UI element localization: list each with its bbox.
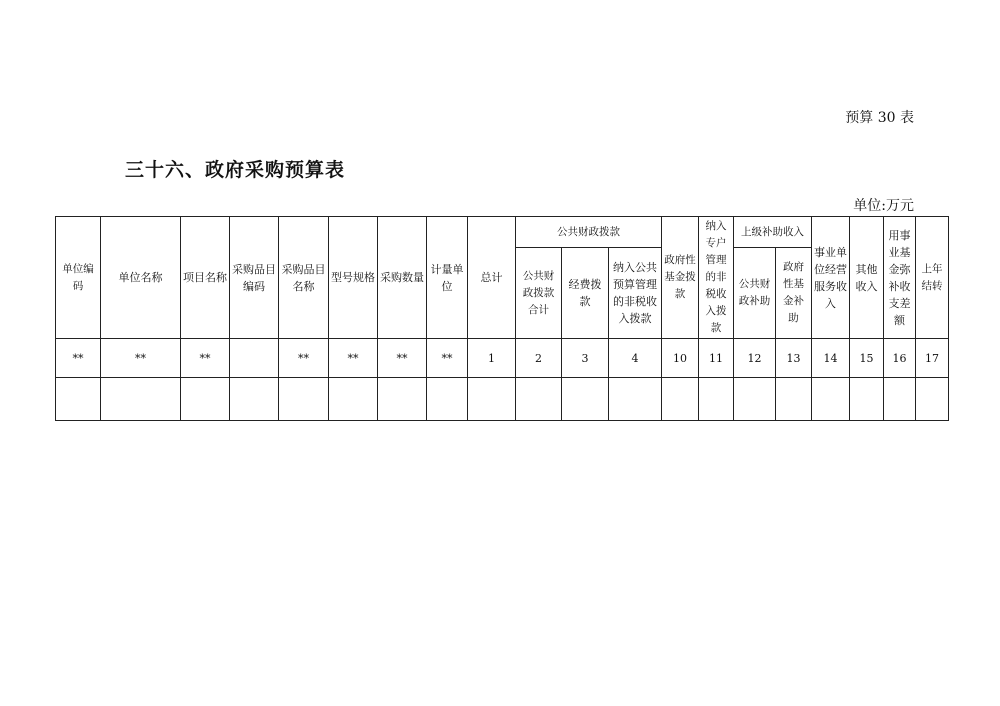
empty-cell <box>516 378 562 421</box>
empty-cell <box>562 378 609 421</box>
empty-cell <box>56 378 101 421</box>
header-total: 总计 <box>468 217 516 339</box>
empty-cell <box>181 378 230 421</box>
empty-cell <box>734 378 776 421</box>
data-cell: 12 <box>734 339 776 378</box>
empty-cell <box>609 378 662 421</box>
empty-cell <box>329 378 378 421</box>
header-carryover: 上年结转 <box>916 217 949 339</box>
data-cell: 11 <box>699 339 734 378</box>
header-other-income: 其他收入 <box>850 217 884 339</box>
header-measure-unit: 计量单位 <box>427 217 468 339</box>
empty-cell <box>468 378 516 421</box>
procurement-budget-table <box>55 216 949 421</box>
table-row <box>56 378 949 421</box>
header-unit-code: 单位编码 <box>56 217 101 339</box>
header-public-finance-group: 公共财政拨款 <box>516 217 662 248</box>
data-cell: ** <box>101 339 181 378</box>
unit-label: 单位:万元 <box>853 198 914 214</box>
header-public-finance-subsidy: 公共财政补助 <box>734 248 776 339</box>
data-cell: ** <box>378 339 427 378</box>
header-nontax-special: 纳入专户管理的非税收入拨款 <box>699 217 734 339</box>
data-cell: ** <box>279 339 329 378</box>
empty-cell <box>101 378 181 421</box>
header-row-1 <box>56 217 949 248</box>
header-nontax-in-budget: 纳入公共预算管理的非税收入拨款 <box>609 248 662 339</box>
data-cell <box>230 339 279 378</box>
empty-cell <box>916 378 949 421</box>
data-cell: ** <box>329 339 378 378</box>
header-gov-fund: 政府性基金拨款 <box>662 217 699 339</box>
empty-cell <box>812 378 850 421</box>
table-row <box>56 339 949 378</box>
header-public-finance-subtotal: 公共财政拨款合计 <box>516 248 562 339</box>
empty-cell <box>279 378 329 421</box>
data-cell: 3 <box>562 339 609 378</box>
header-gov-fund-subsidy: 政府性基金补助 <box>776 248 812 339</box>
empty-cell <box>427 378 468 421</box>
header-fund-offset: 用事业基金弥补收支差额 <box>884 217 916 339</box>
data-cell: 1 <box>468 339 516 378</box>
header-item-name: 采购品目名称 <box>279 217 329 339</box>
data-cell: 16 <box>884 339 916 378</box>
data-cell: 2 <box>516 339 562 378</box>
empty-cell <box>230 378 279 421</box>
header-quantity: 采购数量 <box>378 217 427 339</box>
data-cell: ** <box>427 339 468 378</box>
table-number: 预算 30 表 <box>845 110 914 126</box>
data-cell: 17 <box>916 339 949 378</box>
header-unit-name: 单位名称 <box>101 217 181 339</box>
data-cell: 14 <box>812 339 850 378</box>
header-superior-subsidy-group: 上级补助收入 <box>734 217 812 248</box>
empty-cell <box>662 378 699 421</box>
data-cell: ** <box>56 339 101 378</box>
empty-cell <box>699 378 734 421</box>
data-cell: 10 <box>662 339 699 378</box>
empty-cell <box>378 378 427 421</box>
header-business-income: 事业单位经营服务收入 <box>812 217 850 339</box>
header-spec: 型号规格 <box>329 217 378 339</box>
header-funding: 经费拨款 <box>562 248 609 339</box>
data-cell: ** <box>181 339 230 378</box>
header-project-name: 项目名称 <box>181 217 230 339</box>
empty-cell <box>850 378 884 421</box>
header-item-code: 采购品目编码 <box>230 217 279 339</box>
data-cell: 15 <box>850 339 884 378</box>
data-cell: 4 <box>609 339 662 378</box>
empty-cell <box>776 378 812 421</box>
data-cell: 13 <box>776 339 812 378</box>
page-title: 三十六、政府采购预算表 <box>125 159 346 181</box>
empty-cell <box>884 378 916 421</box>
